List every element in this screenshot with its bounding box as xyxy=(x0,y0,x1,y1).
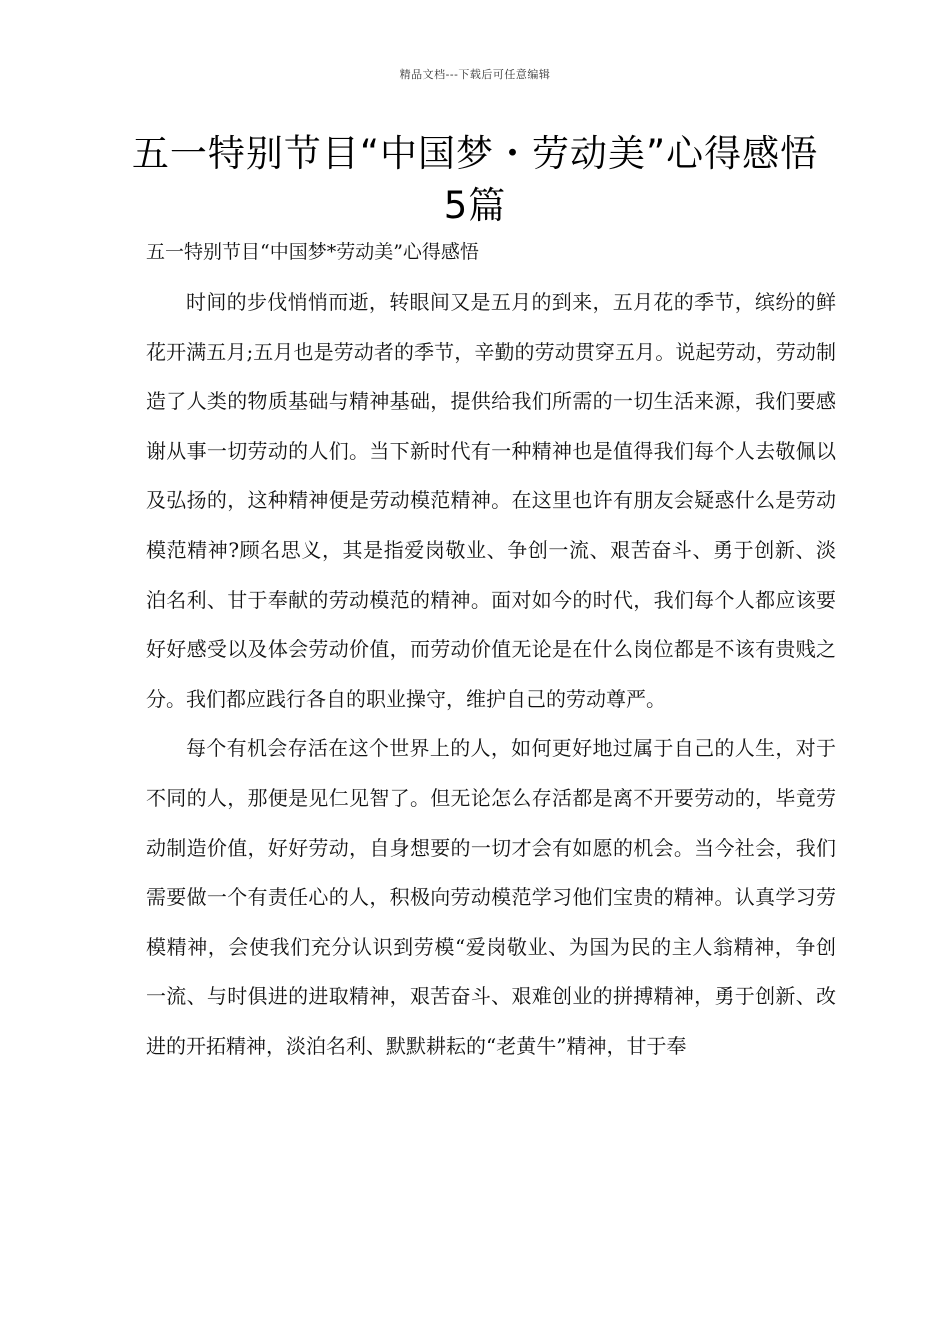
paragraph-1: 时间的步伐悄悄而逝，转眼间又是五月的到来，五月花的季节，缤纷的鲜花开满五月;五月也是劳动者的季节，辛勤的劳动贯穿五月。说起劳动，劳动制造了人类的物质基础与精神基础，提供给我们所需的一切生活来源，我们要感谢从事一切劳动的人们。当下新时代有一种精神也是值得我们每个人去敬佩以及弘扬的，这种精神便是劳动模范精神。在这里也许有朋友会疑惑什么是劳动模范精神?顾名思义，其是指爱岗敬业、争创一流、艰苦奋斗、勇于创新、淡泊名利、甘于奉献的劳动模范的精神。面对如今的时代，我们每个人都应该要好好感受以及体会劳动价值，而劳动价值无论是在什么岗位都是不该有贵贱之分。我们都应践行各自的职业操守，维护自己的劳动尊严。 xyxy=(146,290,836,711)
paragraph-2: 每个有机会存活在这个世界上的人，如何更好地过属于自己的人生，对于不同的人，那便是见仁见智了。但无论怎么存活都是离不开要劳动的，毕竟劳动制造价值，好好劳动，自身想要的一切才会有如愿的机会。当今社会，我们需要做一个有责任心的人，积极向劳动模范学习他们宝贵的精神。认真学习劳模精神，会使我们充分认识到劳模“爱岗敬业、为国为民的主人翁精神，争创一流、与时俱进的进取精神，艰苦奋斗、艰难创业的拼搏精神，勇于创新、改进的开拓精神，淡泊名利、默默耕耘的“老黄牛”精神，甘于奉 xyxy=(146,736,836,1058)
header-note: 精品文档---下载后可任意编辑 xyxy=(399,68,551,81)
body-text xyxy=(146,278,836,1072)
document-subtitle: 五一特别节目“中国梦*劳动美”心得感悟 xyxy=(146,241,479,263)
document-title: 五一特别节目“中国梦・劳动美”心得感悟5篇 xyxy=(131,132,819,227)
